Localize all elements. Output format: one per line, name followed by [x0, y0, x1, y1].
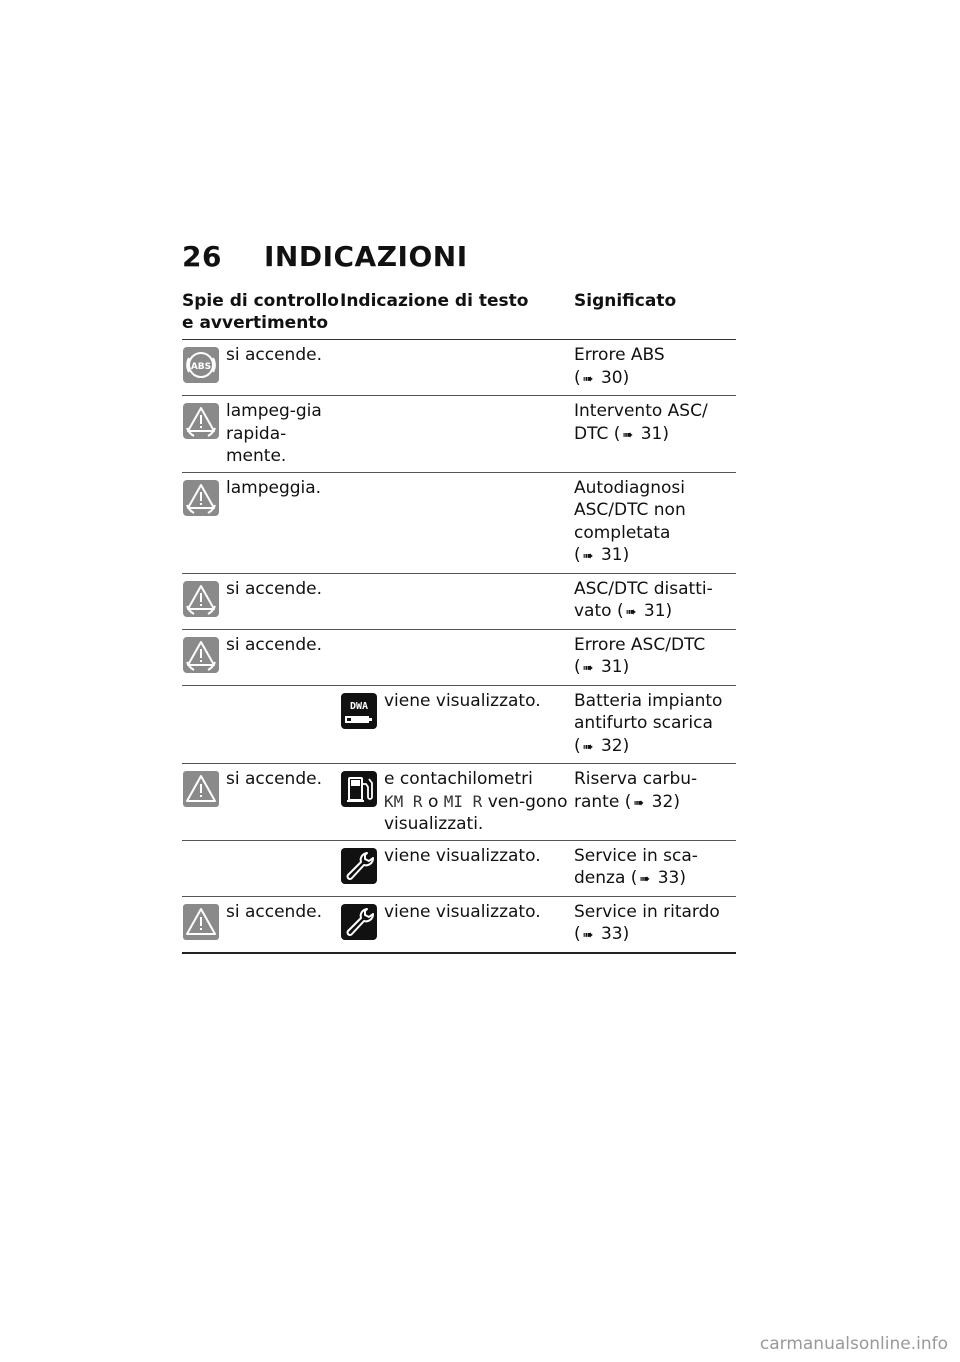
meaning-cell [574, 396, 736, 473]
abs-icon-label: ABS [190, 362, 212, 372]
section-title: INDICAZIONI [264, 240, 468, 273]
asc-dtc-icon [182, 636, 220, 674]
arrow-right-icon: ➠ [622, 427, 634, 443]
meaning-cell [574, 629, 736, 685]
reference-page: 33 [600, 924, 623, 944]
page-header [182, 240, 468, 273]
display-code-km: KM R [384, 791, 423, 811]
asc-dtc-icon [182, 479, 220, 517]
wrench-icon [340, 903, 378, 941]
dwa-icon-label: DWA [349, 700, 369, 712]
display-text: viene visualizzato. [384, 901, 541, 922]
table-row [182, 472, 736, 573]
text-display-cell [340, 573, 574, 629]
meaning-cell [574, 340, 736, 396]
general-warning-icon [182, 770, 220, 808]
page-reference[interactable]: ( ➠ 32) [574, 736, 629, 756]
lamp-cell [182, 685, 340, 764]
meaning-text: Service in sca-denza [574, 845, 698, 888]
reference-page: 30 [600, 367, 623, 388]
lamp-cell [182, 840, 340, 896]
watermark: carmanualsonline.info [759, 1334, 948, 1354]
meaning-text: Errore ASC/DTC [574, 634, 706, 655]
page-reference[interactable]: ( ➠ 32) [625, 792, 680, 812]
page-reference[interactable]: ( ➠ 31) [574, 657, 629, 677]
lamp-state: si accende. [226, 634, 322, 655]
display-text-part: e contachilometri [384, 769, 533, 789]
meaning-text: Batteria impianto antifurto scarica [574, 690, 723, 733]
lamp-state: si accende. [226, 578, 322, 599]
page-reference[interactable]: ( ➠ 31) [614, 424, 669, 444]
arrow-right-icon: ➠ [639, 872, 651, 887]
table-row [182, 685, 736, 764]
table-row [182, 340, 736, 396]
arrow-right-icon: ➠ [633, 795, 645, 811]
meaning-text: Service in ritardo [574, 901, 720, 922]
general-warning-icon [182, 903, 220, 941]
dwa-battery-icon [340, 692, 378, 730]
wrench-icon [340, 847, 378, 885]
page-number: 26 [182, 240, 222, 273]
meaning-text: Errore ABS [574, 345, 665, 365]
table-row [182, 573, 736, 629]
reference-page: 31 [600, 545, 623, 565]
page-reference[interactable]: ( ➠ 31) [574, 545, 629, 565]
arrow-right-icon: ➠ [625, 605, 637, 620]
arrow-right-icon: ➠ [582, 549, 594, 564]
lamp-state: si accende. [226, 769, 322, 789]
column-header-lamps [182, 290, 340, 340]
display-text-part: ven-gono visualizzati. [384, 791, 568, 834]
display-text: viene visualizzato. [384, 845, 541, 866]
table-row [182, 396, 736, 473]
page-reference[interactable]: ( ➠ 33) [631, 868, 686, 888]
meaning-text: Autodiagnosi ASC/DTC non completata [574, 477, 686, 543]
reference-page: 32 [600, 735, 623, 756]
table-row [182, 629, 736, 685]
meaning-cell [574, 896, 736, 953]
lamp-state: si accende. [226, 345, 322, 365]
lamp-state: lampeggia. [226, 477, 322, 498]
meaning-cell [574, 685, 736, 764]
reference-page: 31 [643, 601, 666, 621]
table-row [182, 840, 736, 896]
column-header-lamps-line1: Spie di controllo [182, 291, 339, 311]
text-display-cell [340, 472, 574, 573]
meaning-text: ASC/DTC disatti-vato [574, 578, 713, 621]
reference-page: 31 [600, 657, 623, 677]
display-text [384, 768, 574, 836]
meaning-cell [574, 764, 736, 841]
asc-dtc-icon [182, 402, 220, 440]
abs-warning-icon [182, 346, 220, 384]
meaning-text: Intervento ASC/ DTC [574, 401, 708, 444]
meaning-cell [574, 573, 736, 629]
meaning-cell [574, 472, 736, 573]
reference-page: 31 [640, 423, 663, 444]
page-reference[interactable]: ( ➠ 31) [617, 601, 672, 621]
table-header-row [182, 290, 736, 340]
arrow-right-icon: ➠ [582, 371, 594, 387]
arrow-right-icon: ➠ [582, 928, 594, 943]
reference-page: 32 [651, 791, 674, 812]
arrow-right-icon: ➠ [582, 739, 594, 755]
display-text-part: o [427, 791, 439, 812]
column-header-meaning: Significato [574, 290, 736, 340]
text-display-cell [340, 396, 574, 473]
column-header-text-display: Indicazione di testo [340, 290, 574, 340]
reference-page: 33 [657, 868, 680, 888]
text-display-cell [340, 629, 574, 685]
page-reference[interactable]: ( ➠ 30) [574, 368, 629, 388]
table-row [182, 896, 736, 953]
indicator-table [182, 290, 736, 954]
meaning-text: Riserva carbu-rante [574, 769, 698, 812]
arrow-right-icon: ➠ [582, 661, 594, 676]
display-text: viene visualizzato. [384, 690, 541, 711]
column-header-lamps-line2: e avvertimento [182, 313, 329, 333]
table-row [182, 764, 736, 841]
lamp-state: lampeg-gia rapida-mente. [226, 401, 322, 466]
page-reference[interactable]: ( ➠ 33) [574, 924, 629, 944]
fuel-pump-icon [340, 770, 378, 808]
asc-dtc-icon [182, 580, 220, 618]
display-code-mi: MI R [443, 791, 483, 811]
meaning-cell [574, 840, 736, 896]
lamp-state: si accende. [226, 901, 322, 922]
text-display-cell [340, 340, 574, 396]
